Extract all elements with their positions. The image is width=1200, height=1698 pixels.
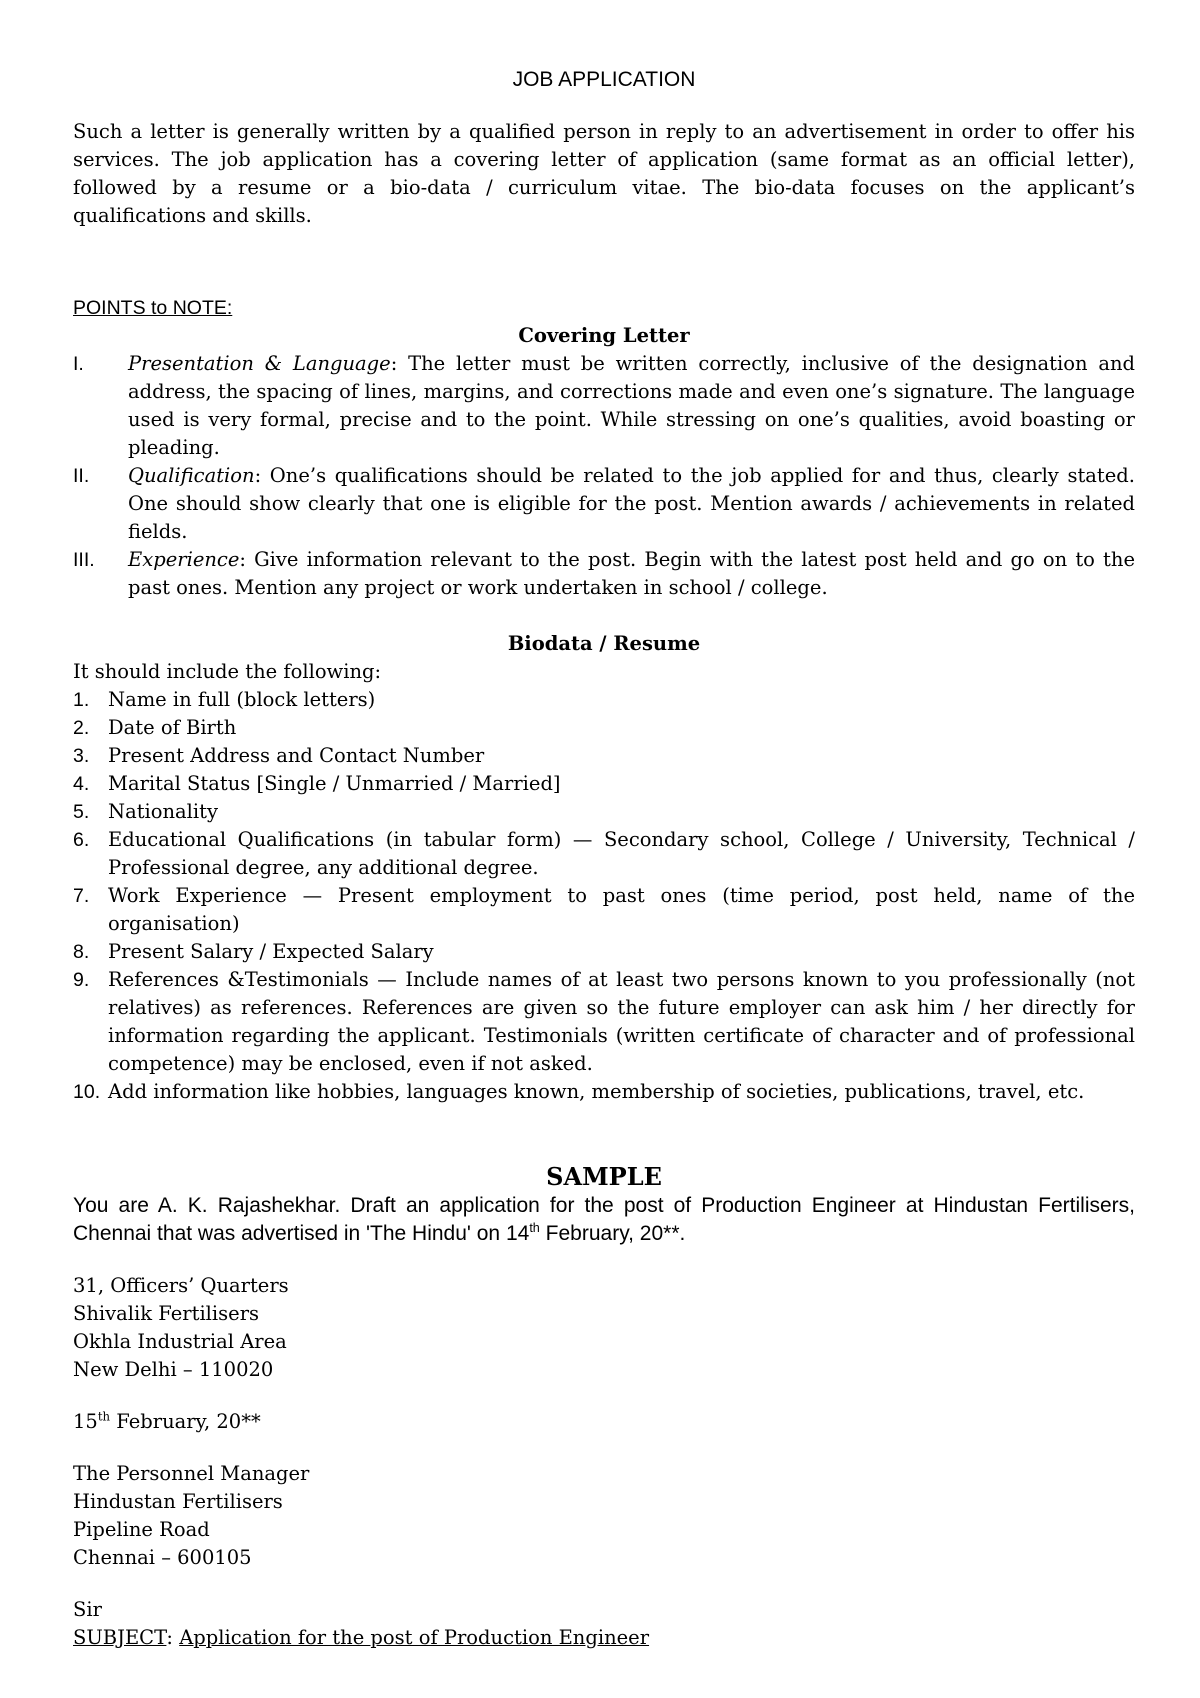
item-number: 10. — [73, 1081, 101, 1103]
task-text-part1: You are A. K. Rajashekhar. Draft an application for the post of Production Engineer at Hindustan Fertilisers, Chennai that was advertised in 'The Hindu' on 14 — [73, 1194, 1135, 1245]
sender-address — [73, 1272, 1135, 1384]
recipient-address — [73, 1460, 1135, 1572]
subject-line — [73, 1624, 1135, 1652]
address-line: 31, Officers’ Quarters — [73, 1274, 289, 1297]
list-item — [73, 882, 1135, 938]
closing-block — [73, 1596, 1135, 1652]
list-item — [73, 966, 1135, 1078]
item-term: Experience — [128, 548, 240, 571]
item-text: Date of Birth — [108, 716, 237, 739]
address-line: Chennai – 600105 — [73, 1546, 252, 1569]
subject-text: Application for the post of Production Engineer — [179, 1626, 650, 1649]
list-item — [73, 798, 1135, 826]
list-item — [73, 350, 1135, 462]
item-text: Marital Status [Single / Unmarried / Married] — [108, 772, 561, 795]
item-term: Qualification — [128, 464, 255, 487]
covering-letter-list — [73, 350, 1135, 602]
item-text: Add information like hobbies, languages known, membership of societies, publications, travel, etc. — [108, 1080, 1085, 1103]
address-line: New Delhi – 110020 — [73, 1358, 274, 1381]
item-number: III. — [73, 549, 95, 571]
task-superscript: th — [529, 1221, 540, 1235]
item-text: : The letter must be written correctly, inclusive of the designation and address, the spacing of lines, margins, and corrections made and even one’s signature. The language used is very formal, precise and to the point. While stressing on one’s qualities, avoid boasting or pleading. — [128, 352, 1136, 459]
biodata-lead: It should include the following: — [73, 660, 382, 683]
address-line: Shivalik Fertilisers — [73, 1302, 260, 1325]
list-item — [73, 686, 1135, 714]
letter-date — [73, 1408, 1135, 1436]
item-text: Name in full (block letters) — [108, 688, 376, 711]
item-number: 5. — [73, 801, 90, 823]
item-text: Nationality — [108, 800, 219, 823]
list-item — [73, 938, 1135, 966]
document-page — [73, 66, 1135, 1652]
item-number: 2. — [73, 717, 90, 739]
subject-separator: : — [166, 1626, 180, 1649]
salutation: Sir — [73, 1598, 102, 1621]
address-line: The Personnel Manager — [73, 1462, 310, 1485]
subject-label: SUBJECT — [73, 1626, 167, 1649]
list-item — [73, 826, 1135, 882]
list-item — [73, 462, 1135, 546]
date-rest: February, 20** — [110, 1410, 261, 1433]
item-number: 4. — [73, 773, 90, 795]
list-item — [73, 770, 1135, 798]
item-text: : Give information relevant to the post. Begin with the latest post held and go on to the past ones. Mention any project or work undertaken in school / college. — [128, 548, 1135, 599]
item-number: 1. — [73, 689, 90, 711]
points-heading: POINTS to NOTE: — [73, 297, 233, 319]
covering-letter-heading: Covering Letter — [518, 324, 690, 347]
address-line: Hindustan Fertilisers — [73, 1490, 283, 1513]
list-item — [73, 546, 1135, 602]
item-number: 7. — [73, 885, 90, 907]
list-item — [73, 1078, 1135, 1106]
item-text: Present Salary / Expected Salary — [108, 940, 434, 963]
intro-paragraph: Such a letter is generally written by a qualified person in reply to an advertisement in order to offer his services. The job application has a covering letter of application (same format as an official letter), followed by a resume or a bio-data / curriculum vitae. The bio-data focuses on the applicant’s qualifications and skills. — [73, 120, 1135, 227]
page-title: JOB APPLICATION — [512, 68, 696, 91]
address-line: Okhla Industrial Area — [73, 1330, 287, 1353]
address-line: Pipeline Road — [73, 1518, 210, 1541]
item-number: 3. — [73, 745, 90, 767]
item-text: Present Address and Contact Number — [108, 744, 485, 767]
item-term: Presentation & Language — [128, 352, 391, 375]
date-superscript: th — [97, 1409, 111, 1424]
biodata-list — [73, 686, 1135, 1106]
item-text: : One’s qualifications should be related to the job applied for and thus, clearly stated. One should show clearly that one is eligible for the post. Mention awards / achievements in related fields. — [128, 464, 1135, 543]
task-text-part2: February, 20**. — [539, 1222, 686, 1245]
item-text: References &Testimonials — Include names of at least two persons known to you professionally (not relatives) as references. References are given so the future employer can ask him / her directly for information regarding the applicant. Testimonials (written certificate of character and of professional competence) may be enclosed, even if not asked. — [108, 968, 1135, 1075]
biodata-heading: Biodata / Resume — [507, 632, 701, 655]
item-text: Work Experience — Present employment to past ones (time period, post held, name of the organisation) — [108, 884, 1135, 935]
item-number: I. — [73, 353, 84, 375]
date-day: 15 — [73, 1410, 98, 1433]
list-item — [73, 714, 1135, 742]
sample-heading: SAMPLE — [546, 1162, 662, 1191]
item-number: 9. — [73, 969, 90, 991]
item-number: 6. — [73, 829, 90, 851]
list-item — [73, 742, 1135, 770]
item-number: II. — [73, 465, 90, 487]
item-number: 8. — [73, 941, 90, 963]
sample-task — [73, 1192, 1135, 1248]
item-text: Educational Qualifications (in tabular form) — Secondary school, College / University, Technical / Professional degree, any additional degree. — [108, 828, 1135, 879]
